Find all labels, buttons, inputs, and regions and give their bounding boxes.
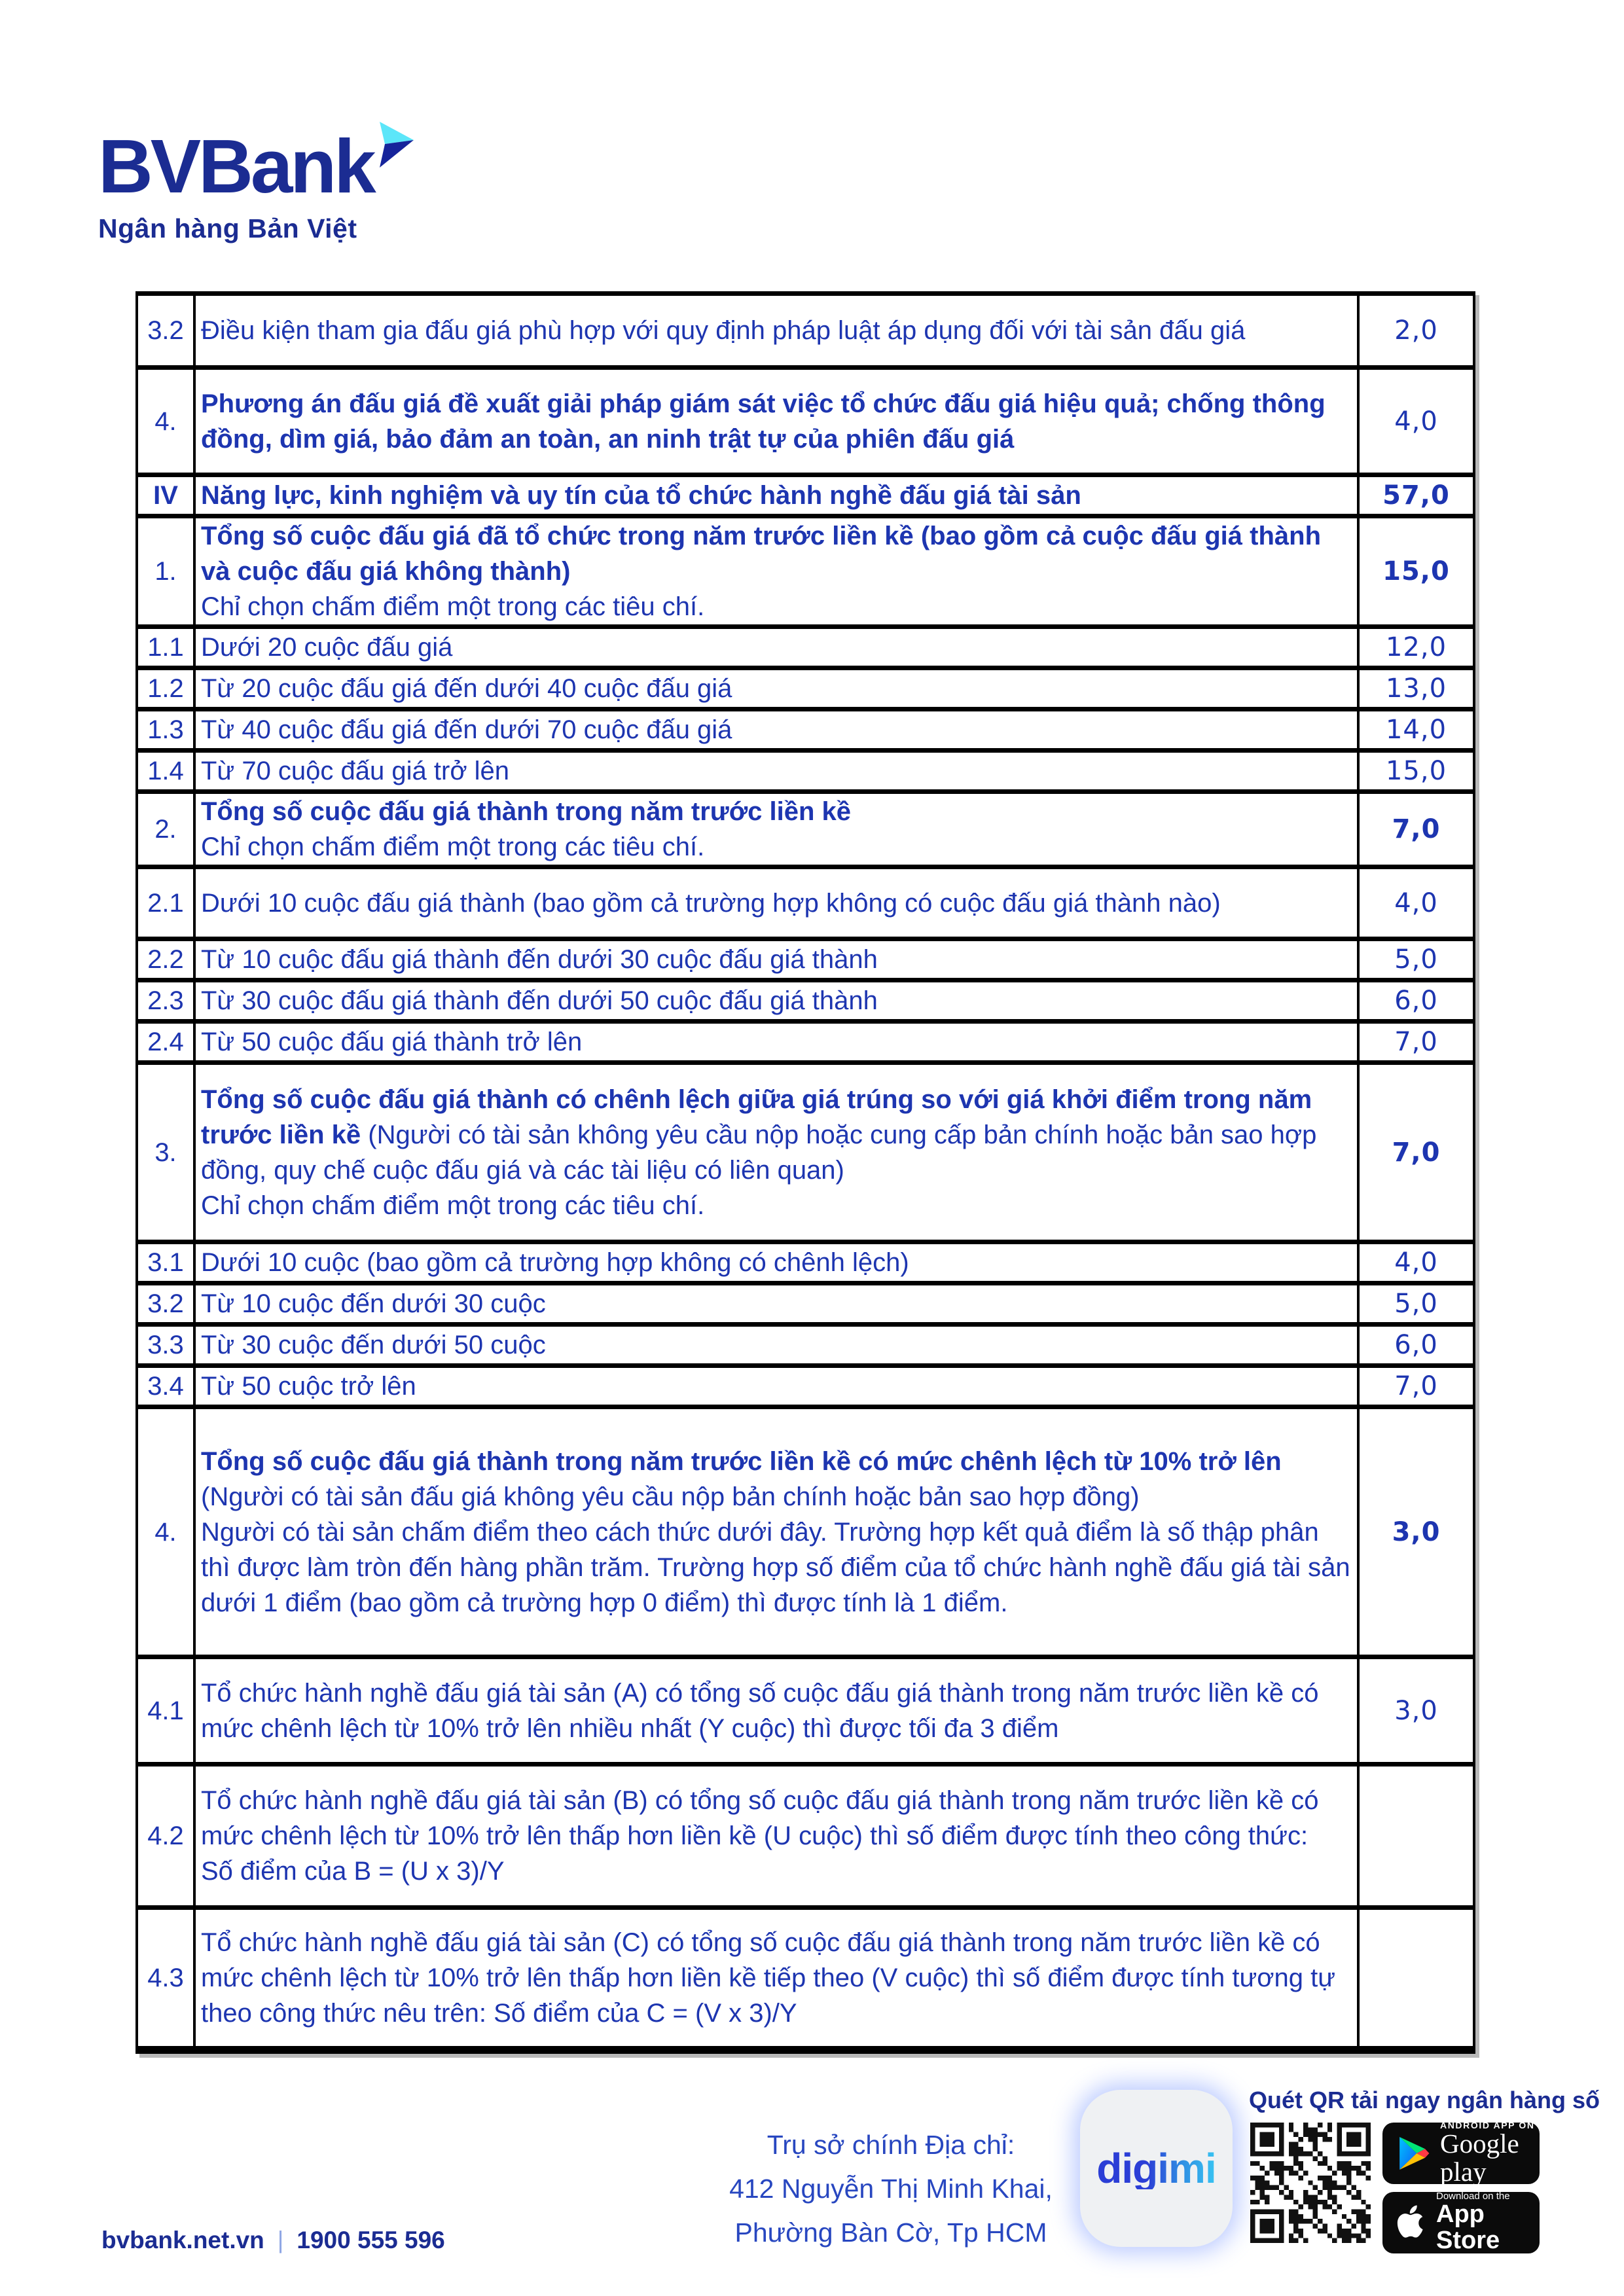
score-cell: 4,0 [1358,867,1474,939]
table-row [137,627,1474,668]
table-row [137,939,1474,980]
address-line: Trụ sở chính Địa chỉ: [767,2130,1015,2160]
criteria-cell: Từ 70 cuộc đấu giá trở lên [194,751,1358,792]
google-play-badge-top-text: ANDROID APP ON [1440,2119,1535,2130]
table-row [137,475,1474,516]
website-link[interactable]: bvbank.net.vn [101,2227,264,2253]
table-row [137,1063,1474,1242]
criteria-cell: Điều kiện tham gia đấu giá phù hợp với quy định pháp luật áp dụng đối với tài sản đấu giá [194,294,1358,368]
google-play-icon [1397,2135,1431,2172]
criteria-cell: Dưới 10 cuộc (bao gồm cả trường hợp không có chênh lệch) [194,1242,1358,1283]
address-line: 412 Nguyễn Thị Minh Khai, [729,2174,1053,2204]
table-row [137,1283,1474,1325]
criteria-cell: Tổng số cuộc đấu giá thành trong năm trước liền kề Chỉ chọn chấm điểm một trong các tiêu chí. [194,792,1358,867]
row-number-cell: 3.3 [137,1325,194,1366]
score-cell: 7,0 [1358,1366,1474,1407]
row-number-cell: 4. [137,1407,194,1657]
table-row [137,751,1474,792]
footer-contact-line [101,2227,445,2254]
criteria-cell: Từ 30 cuộc đấu giá thành đến dưới 50 cuộc đấu giá thành [194,980,1358,1022]
table-row [137,1325,1474,1366]
score-cell: 7,0 [1358,1063,1474,1242]
criteria-cell: Từ 20 cuộc đấu giá đến dưới 40 cuộc đấu giá [194,668,1358,709]
criteria-cell: Tổ chức hành nghề đấu giá tài sản (A) có tổng số cuộc đấu giá thành trong năm trước liền kề có mức chênh lệch từ 10% trở lên nhiều nhất (Y cuộc) thì được tối đa 3 điểm [194,1657,1358,1765]
score-cell: 3,0 [1358,1407,1474,1657]
head-office-address [717,2123,1065,2255]
row-number-cell: 2. [137,792,194,867]
score-cell: 6,0 [1358,1325,1474,1366]
score-cell [1358,1908,1474,2050]
score-cell: 3,0 [1358,1657,1474,1765]
row-number-cell: 2.1 [137,867,194,939]
table-row [137,294,1474,368]
row-number-cell: IV [137,475,194,516]
table-row [137,867,1474,939]
row-number-cell: 3.1 [137,1242,194,1283]
table-row [137,1407,1474,1657]
table-row [137,1765,1474,1908]
score-cell: 4,0 [1358,368,1474,475]
criteria-cell: Từ 50 cuộc đấu giá thành trở lên [194,1022,1358,1063]
row-number-cell: 3.2 [137,294,194,368]
hotline: 1900 555 596 [297,2227,445,2253]
table-row [137,709,1474,751]
criteria-cell: Phương án đấu giá đề xuất giải pháp giám sát việc tổ chức đấu giá hiệu quả; chống thông đồng, dìm giá, bảo đảm an toàn, an ninh trật tự của phiên đấu giá [194,368,1358,475]
row-number-cell: 4. [137,368,194,475]
score-cell: 13,0 [1358,668,1474,709]
google-play-badge[interactable] [1382,2119,1540,2187]
score-cell: 6,0 [1358,980,1474,1022]
bvbank-logo-tagline: Ngân hàng Bản Việt [98,213,357,243]
score-cell: 12,0 [1358,627,1474,668]
row-number-cell: 1. [137,516,194,627]
digimi-logo-text: digimi [1096,2145,1216,2192]
score-cell: 15,0 [1358,516,1474,627]
criteria-cell: Tổ chức hành nghề đấu giá tài sản (B) có tổng số cuộc đấu giá thành trong năm trước liền kề có mức chênh lệch từ 10% trở lên thấp hơn liền kề (U cuộc) thì số điểm được tính theo công thức: Số điểm của B = (U x 3)/Y [194,1765,1358,1908]
table-row [137,792,1474,867]
qr-code[interactable] [1250,2123,1371,2243]
table-row [137,516,1474,627]
qr-caption: Quét QR tải ngay ngân hàng số [1249,2087,1600,2113]
score-cell: 14,0 [1358,709,1474,751]
row-number-cell: 4.2 [137,1765,194,1908]
app-store-badge[interactable] [1382,2192,1540,2253]
bvbank-logo-text: BVBank [98,124,374,209]
app-store-badge-top-text: Download on the [1436,2191,1510,2202]
row-number-cell: 3.4 [137,1366,194,1407]
criteria-cell: Từ 50 cuộc trở lên [194,1366,1358,1407]
criteria-cell: Từ 40 cuộc đấu giá đến dưới 70 cuộc đấu giá [194,709,1358,751]
table-row [137,1366,1474,1407]
row-number-cell: 3.2 [137,1283,194,1325]
row-number-cell: 4.3 [137,1908,194,2050]
score-cell: 15,0 [1358,751,1474,792]
score-cell: 5,0 [1358,939,1474,980]
criteria-cell: Tổng số cuộc đấu giá thành có chênh lệch giữa giá trúng so với giá khởi điểm trong năm trước liền kề (Người có tài sản không yêu cầu nộp hoặc cung cấp bản chính hoặc bản sao hợp đồng, quy chế cuộc đấu giá và các tài liệu có liên quan) Chỉ chọn chấm điểm một trong các tiêu chí. [194,1063,1358,1242]
separator: | [277,2227,284,2253]
google-play-badge-name: Google play [1440,2128,1519,2187]
table-row [137,368,1474,475]
row-number-cell: 2.4 [137,1022,194,1063]
score-cell: 7,0 [1358,792,1474,867]
row-number-cell: 2.2 [137,939,194,980]
criteria-cell: Tổ chức hành nghề đấu giá tài sản (C) có tổng số cuộc đấu giá thành trong năm trước liền kề có mức chênh lệch từ 10% trở lên thấp hơn liền kề tiếp theo (V cuộc) thì số điểm được tính tương tự theo công thức nêu trên: Số điểm của C = (V x 3)/Y [194,1908,1358,2050]
score-cell: 5,0 [1358,1283,1474,1325]
table-row [137,1242,1474,1283]
app-store-badge-name: App Store [1436,2200,1500,2254]
table-row [137,980,1474,1022]
criteria-cell: Dưới 20 cuộc đấu giá [194,627,1358,668]
score-cell: 2,0 [1358,294,1474,368]
criteria-cell: Tổng số cuộc đấu giá đã tổ chức trong năm trước liền kề (bao gồm cả cuộc đấu giá thành và cuộc đấu giá không thành) Chỉ chọn chấm điểm một trong các tiêu chí. [194,516,1358,627]
row-number-cell: 3. [137,1063,194,1242]
table-row [137,668,1474,709]
row-number-cell: 1.1 [137,627,194,668]
criteria-cell: Dưới 10 cuộc đấu giá thành (bao gồm cả trường hợp không có cuộc đấu giá thành nào) [194,867,1358,939]
apple-icon [1397,2204,1427,2241]
table-row [137,1657,1474,1765]
row-number-cell: 2.3 [137,980,194,1022]
row-number-cell: 1.2 [137,668,194,709]
score-cell: 4,0 [1358,1242,1474,1283]
auction-criteria-table [135,291,1475,2054]
criteria-table-body [137,294,1474,2050]
row-number-cell: 1.4 [137,751,194,792]
criteria-cell: Từ 10 cuộc đấu giá thành đến dưới 30 cuộc đấu giá thành [194,939,1358,980]
digimi-app-icon [1080,2090,1233,2247]
bvbank-logo-triangle-icon [378,122,415,168]
score-cell [1358,1765,1474,1908]
criteria-cell: Từ 30 cuộc đến dưới 50 cuộc [194,1325,1358,1366]
table-row [137,1022,1474,1063]
address-line: Phường Bàn Cờ, Tp HCM [734,2217,1047,2248]
criteria-cell: Từ 10 cuộc đến dưới 30 cuộc [194,1283,1358,1325]
table-row [137,1908,1474,2050]
row-number-cell: 1.3 [137,709,194,751]
bvbank-logo [98,124,374,244]
score-cell: 57,0 [1358,475,1474,516]
criteria-cell: Tổng số cuộc đấu giá thành trong năm trước liền kề có mức chênh lệch từ 10% trở lên (Người có tài sản đấu giá không yêu cầu nộp bản chính hoặc bản sao hợp đồng) Người có tài sản chấm điểm theo cách thức dưới đây. Trường hợp kết quả điểm là số thập phân thì được làm tròn đến hàng phần trăm. Trường hợp số điểm của tổ chức hành nghề đấu giá tài sản dưới 1 điểm (bao gồm cả trường hợp 0 điểm) thì được tính là 1 điểm. [194,1407,1358,1657]
score-cell: 7,0 [1358,1022,1474,1063]
criteria-cell: Năng lực, kinh nghiệm và uy tín của tổ chức hành nghề đấu giá tài sản [194,475,1358,516]
row-number-cell: 4.1 [137,1657,194,1765]
